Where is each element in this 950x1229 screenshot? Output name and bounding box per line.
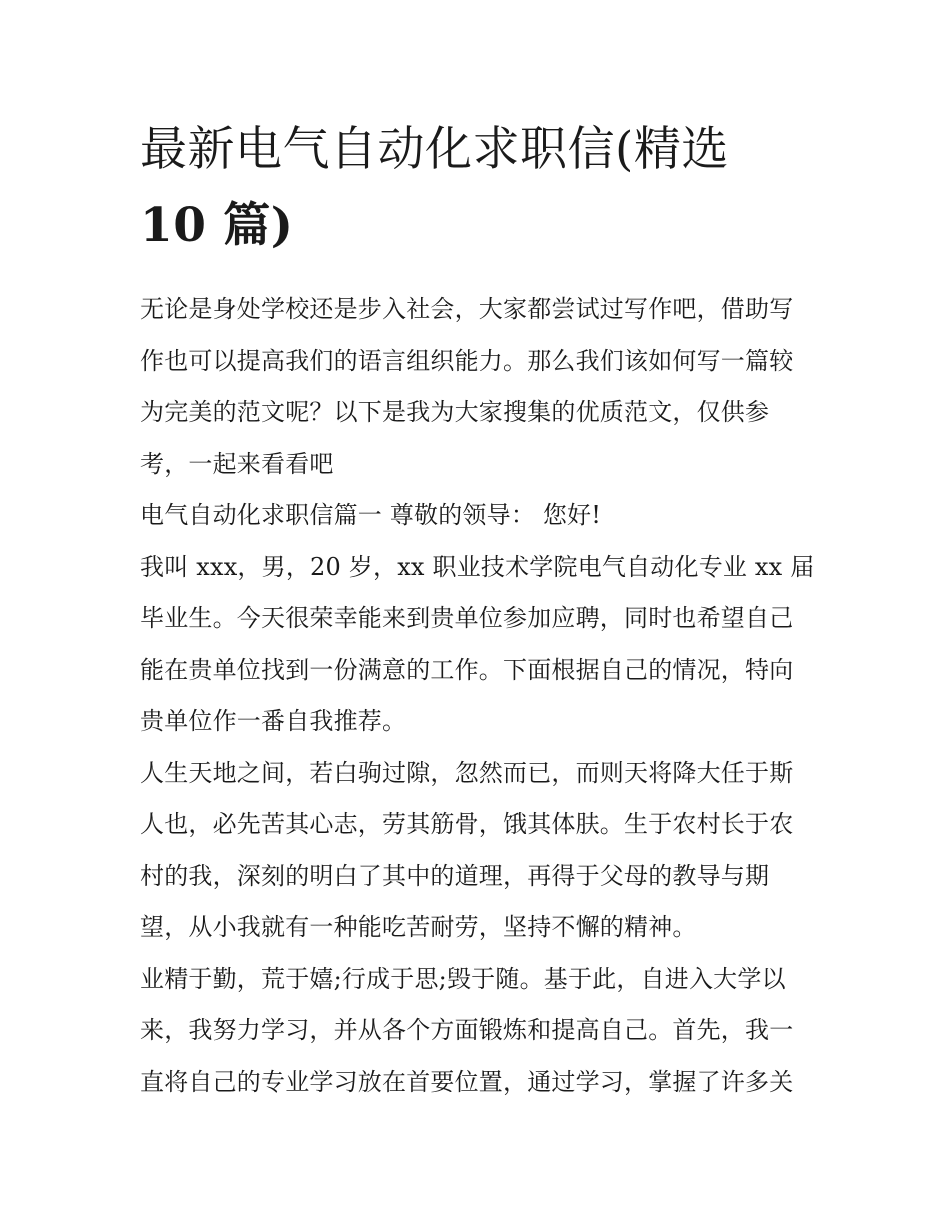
text-line: 村的我，深刻的明白了其中的道理，再得于父母的教导与期 — [140, 861, 770, 890]
background-paragraph — [140, 748, 820, 954]
text-line: 为完美的范文呢？以下是我为大家搜集的优质范文，仅供参 — [140, 398, 770, 426]
document-page — [140, 112, 820, 1108]
text-line: 人也，必先苦其心志，劳其筋骨，饿其体肤。生于农村长于农 — [140, 810, 794, 838]
document-title — [140, 112, 820, 264]
document-body — [140, 284, 820, 1108]
text-line: 毕业生。今天很荣幸能来到贵单位参加应聘，同时也希望自己 — [140, 604, 794, 632]
text-line: 望，从小我就有一种能吃苦耐劳，坚持不懈的精神。 — [140, 913, 697, 941]
text-line: 业精于勤，荒于嬉;行成于思;毁于随。基于此，自进入大学以 — [140, 964, 786, 993]
text-line: 来，我努力学习，并从各个方面锻炼和提高自己。首先，我一 — [140, 1016, 794, 1044]
text-line: 直将自己的专业学习放在首要位置，通过学习，掌握了许多关 — [140, 1067, 794, 1096]
intro-paragraph — [140, 284, 820, 490]
text-line: 作也可以提高我们的语言组织能力。那么我们该如何写一篇较 — [140, 346, 794, 375]
text-line: 能在贵单位找到一份满意的工作。下面根据自己的情况，特向 — [140, 655, 794, 684]
text-line: 我叫 xxx，男，20 岁，xx 职业技术学院电气自动化专业 xx 届 — [140, 552, 815, 581]
text-line: 贵单位作一番自我推荐。 — [140, 707, 407, 735]
text-line: 电气自动化求职信篇一 尊敬的领导： 您好! — [140, 501, 602, 529]
text-line: 考，一起来看看吧 — [140, 449, 334, 478]
self-intro-paragraph — [140, 542, 820, 748]
title-line-1: 最新电气自动化求职信(精选 — [140, 122, 729, 177]
text-line: 人生天地之间，若白驹过隙，忽然而已，而则天将降大任于斯 — [140, 758, 794, 787]
title-line-2: 10 篇) — [140, 198, 294, 253]
study-paragraph — [140, 954, 820, 1109]
letter-heading-paragraph — [140, 490, 820, 542]
text-line: 无论是身处学校还是步入社会，大家都尝试过写作吧，借助写 — [140, 295, 794, 323]
